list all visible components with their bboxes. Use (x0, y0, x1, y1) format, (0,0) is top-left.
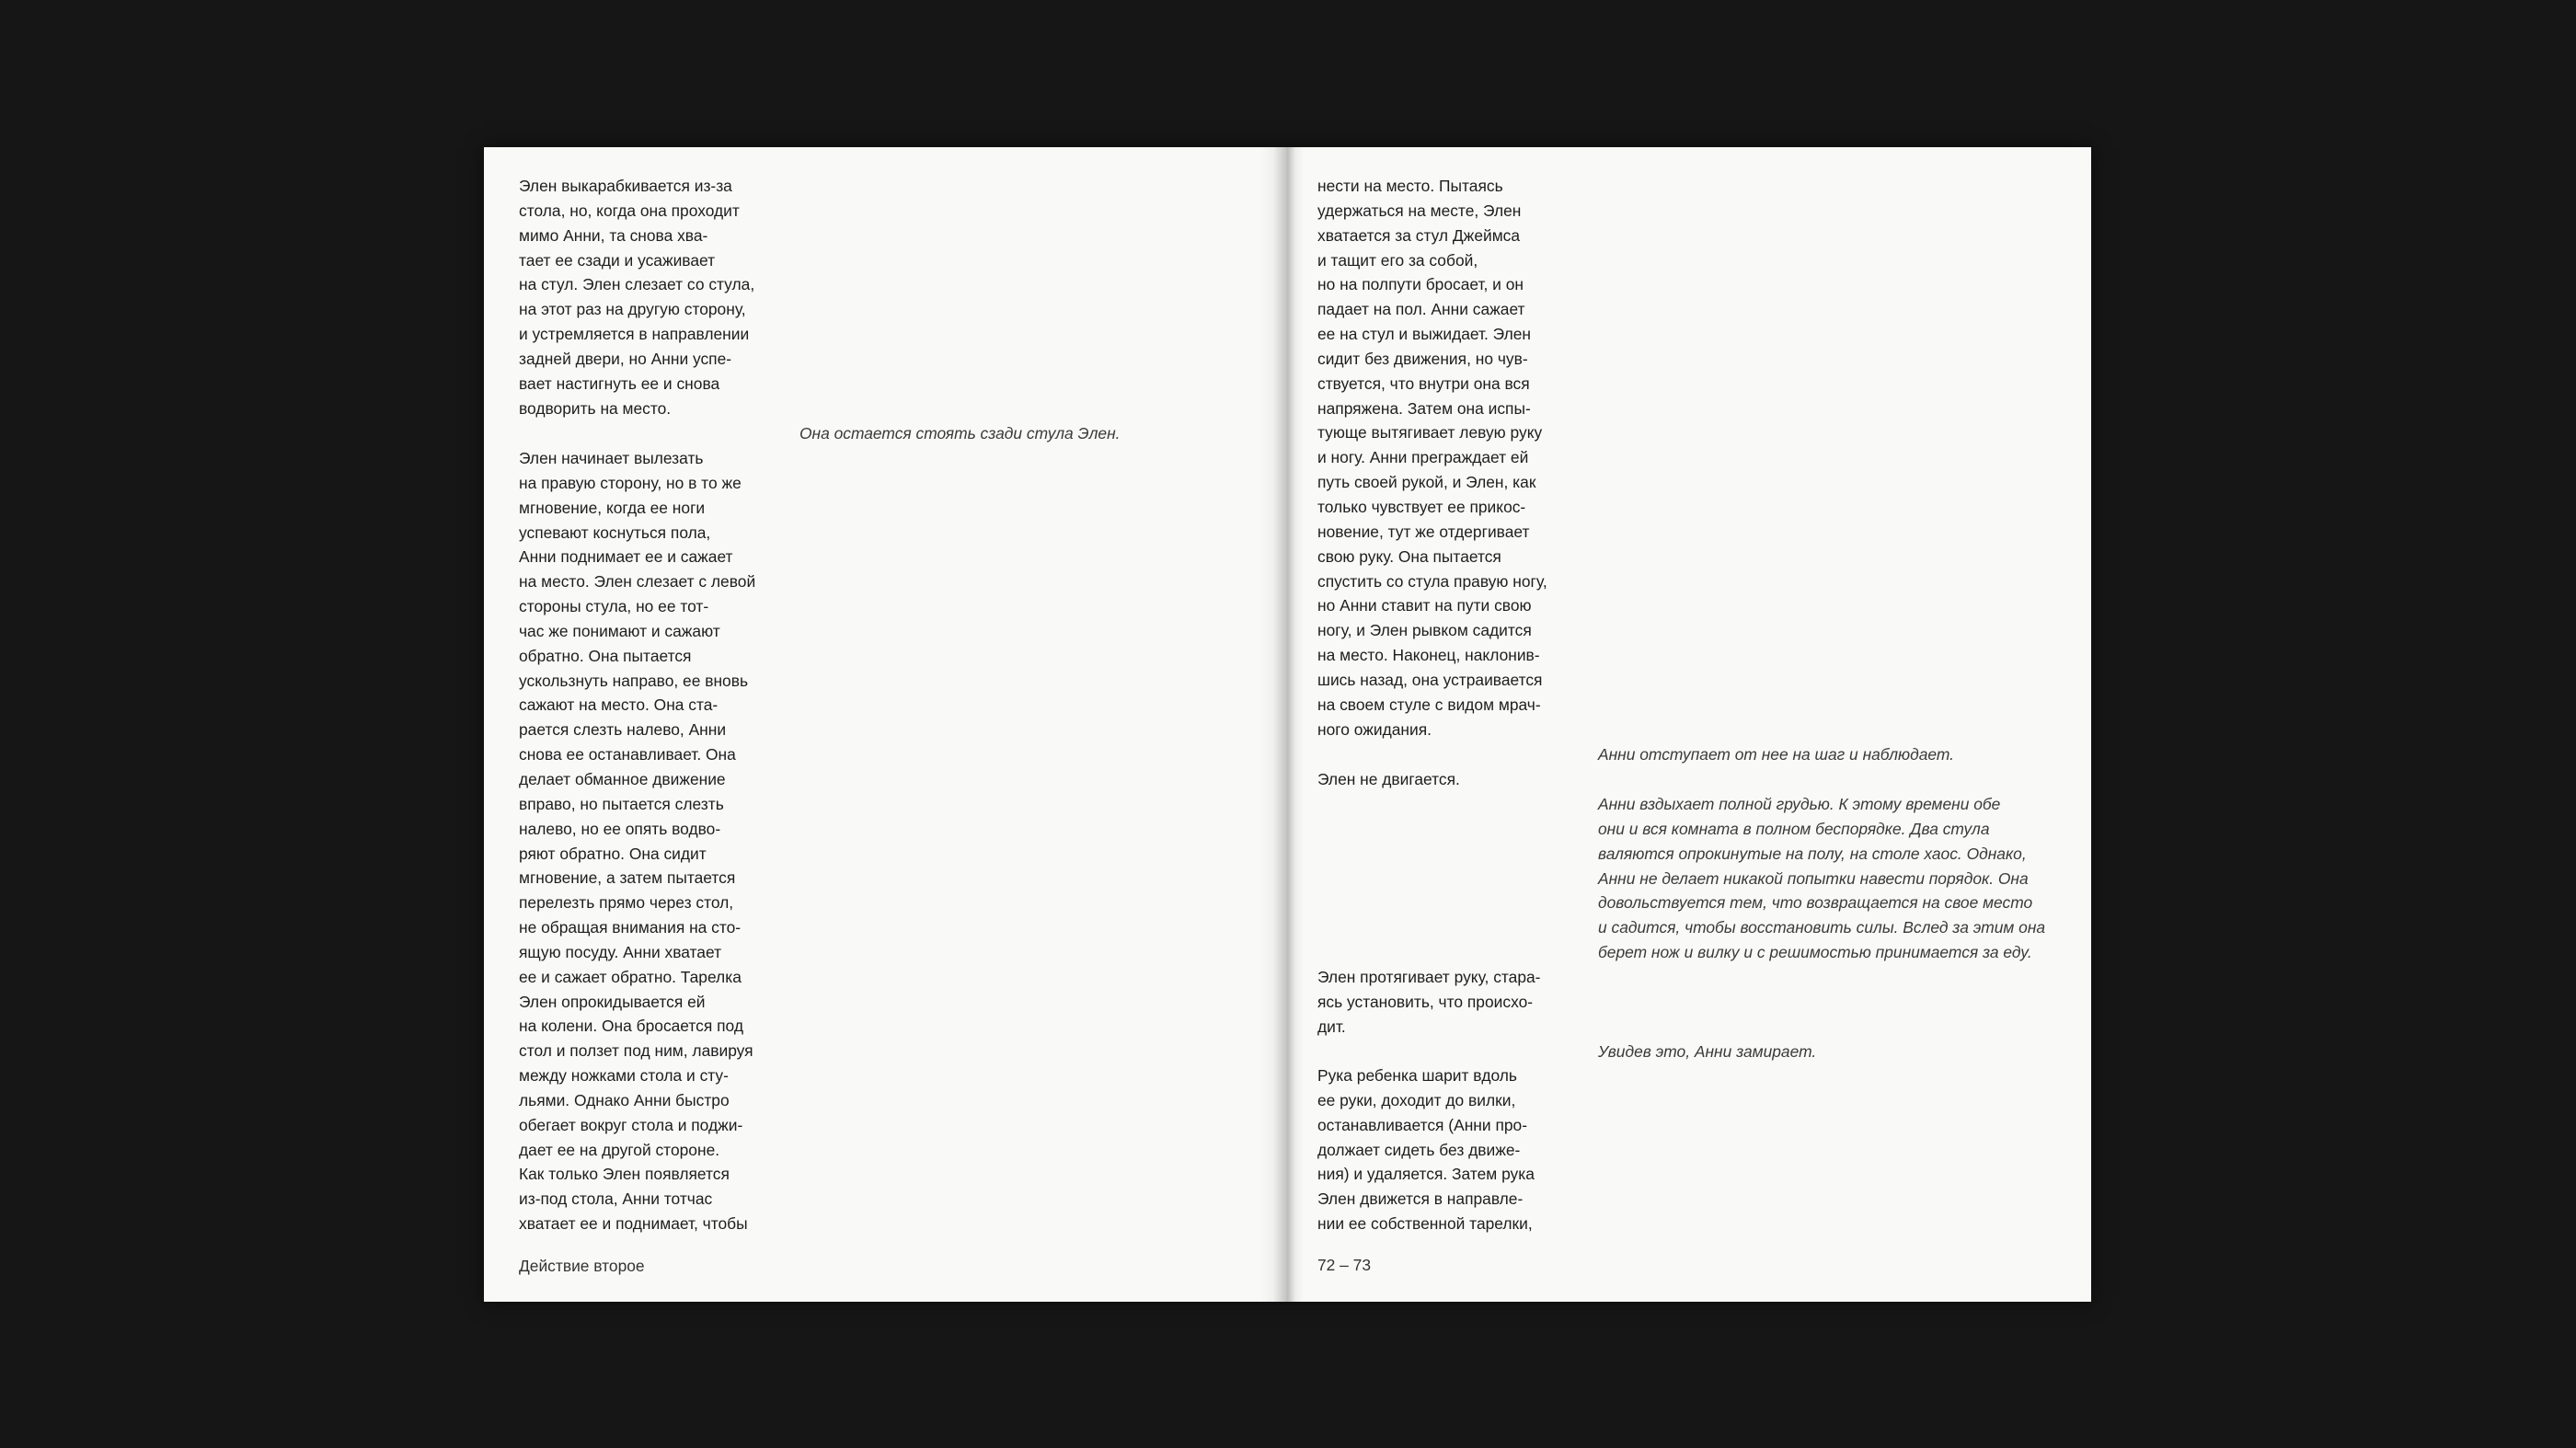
book-spread (484, 147, 2091, 1302)
stage-direction: Анни вздыхает полной грудью. К этому времени обе они и вся комната в полном беспорядке. Два стула валяются опрокинутые на полу, на столе хаос. Однако, Анни не делает никакой попытки навести порядок. Она довольствуется тем, что возвращается на свое место и садится, чтобы восстановить силы. Вслед за этим она берет нож и вилку и с решимостью принимается за еду. (1598, 795, 2046, 962)
stage-direction: Она остается стоять сзади стула Элен. (799, 424, 1121, 442)
main-text-paragraph: Элен не двигается. (1317, 770, 1460, 788)
running-footer-title: Действие второе (519, 1257, 645, 1275)
page-numbers: 72 – 73 (1317, 1256, 1372, 1274)
main-text-paragraph: Элен протягивает руку, стара- ясь установить, что происхо- дит. (1317, 968, 1541, 1036)
gutter-shadow (1287, 147, 1304, 1302)
main-text-paragraph: Элен начинает вылезать на правую сторону, но в то же мгновение, когда ее ноги успевают коснуться пола, Анни поднимает ее и сажает на место. Элен слезает с левой стороны стула, но ее тот- час же понимают и сажают обратно. Она пытается ускользнуть направо, ее вновь сажают на место. Она ста- рается слезть налево, Анни снова ее останавливает. Она делает обманное движение вправо, но пытается слезть налево, но ее опять водво- ряют обратно. Она сидит мгновение, а затем пытается перелезть прямо через стол, не обращая внимания на сто- ящую посуду. Анни хватает ее и сажает обратно. Тарелка Элен опрокидывается ей на колени. Она бросается под стол и ползет под ним, лавируя между ножками стола и сту- льями. Однако Анни быстро обегает вокруг стола и поджи- дает ее на другой стороне. Как только Элен появляется из-под стола, Анни тотчас хватает ее и поднимает, чтобы (519, 449, 756, 1234)
main-text-paragraph: нести на место. Пытаясь удержаться на месте, Элен хватается за стул Джеймса и тащит его за собой, но на полпути бросает, и он падает на пол. Анни сажает ее на стул и выжидает. Элен сидит без движения, но чув- ствуется, что внутри она вся напряжена. Затем она испы- тующе вытягивает левую руку и ногу. Анни преграждает ей путь своей рукой, и Элен, как только чувствует ее прикос- новение, тут же отдергивает свою руку. Она пытается спустить со стула правую ногу, но Анни ставит на пути свою ногу, и Элен рывком садится на место. Наконец, наклонив- шись назад, она устраивается на своем стуле с видом мрач- ного ожидания. (1317, 177, 1547, 739)
right-page (1287, 147, 2091, 1302)
gutter-shadow (1259, 147, 1287, 1302)
stage-direction: Анни отступает от нее на шаг и наблюдает. (1598, 745, 1954, 764)
main-text-paragraph: Элен выкарабкивается из-за стола, но, когда она проходит мимо Анни, та снова хва- тает ее сзади и усаживает на стул. Элен слезает со стула, на этот раз на другую сторону, и устремляется в направлении задней двери, но Анни успе- вает настигнуть ее и снова водворить на место. (519, 177, 755, 418)
main-text-paragraph: Рука ребенка шарит вдоль ее руки, доходит до вилки, останавливается (Анни про- должает сидеть без движе- ния) и удаляется. Затем рука Элен движется в направле- нии ее собственной тарелки, (1317, 1066, 1535, 1234)
left-page (484, 147, 1287, 1302)
stage-direction: Увидев это, Анни замирает. (1598, 1042, 1817, 1061)
